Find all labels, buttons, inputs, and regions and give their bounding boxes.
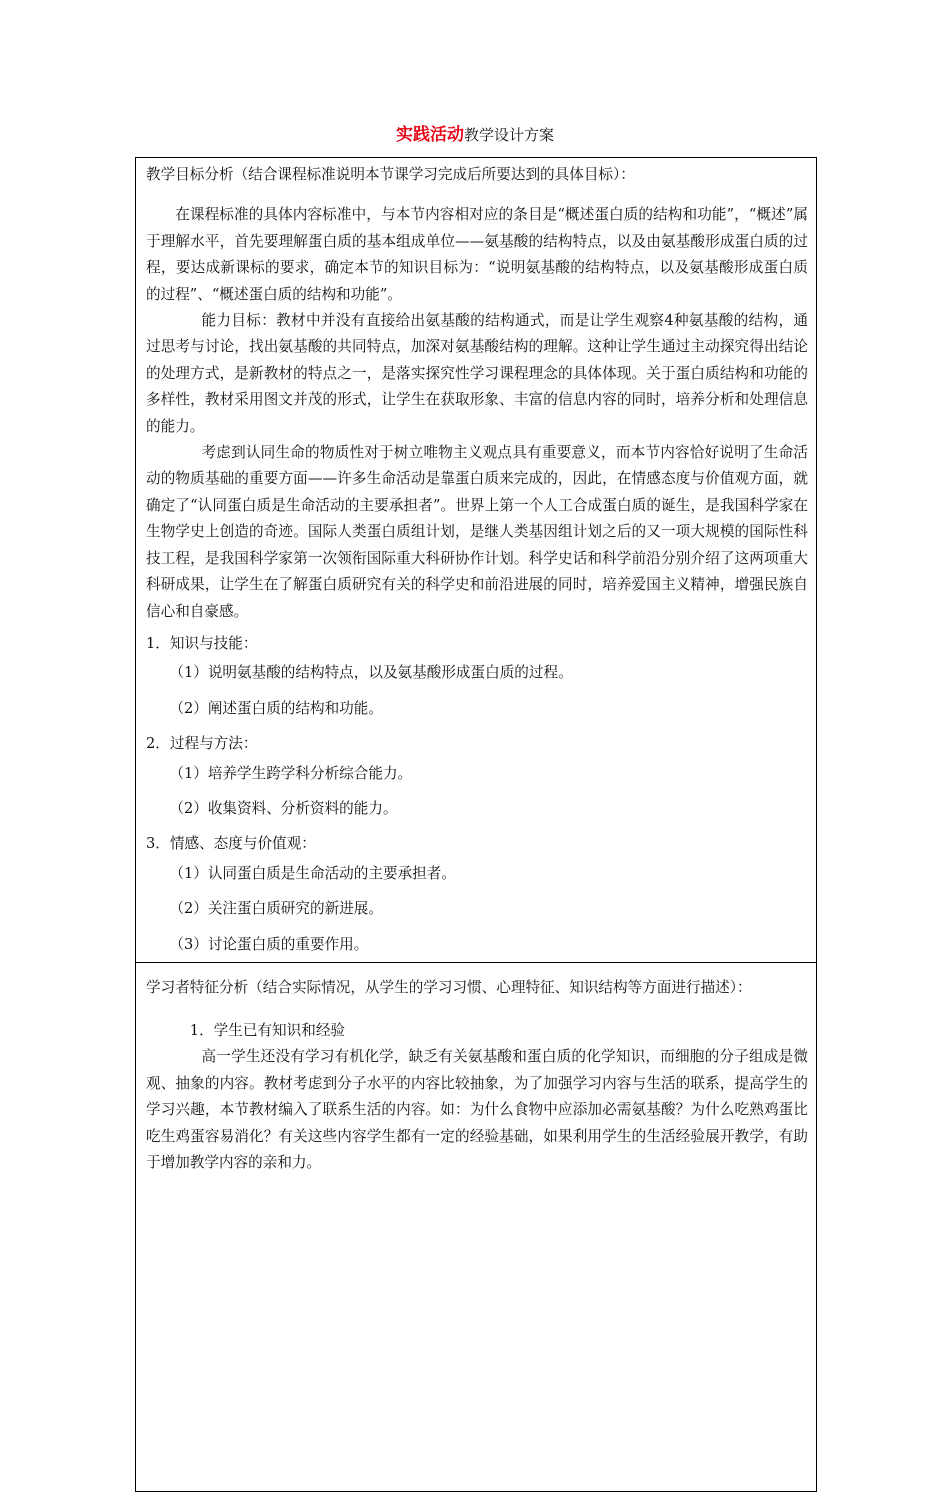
title-rest: 教学设计方案 xyxy=(463,126,554,144)
goal-heading-attitude: 3．情感、态度与价值观： xyxy=(146,835,316,853)
goal-item: （2）阐述蛋白质的结构和功能。 xyxy=(169,699,383,717)
goal-item: （2）收集资料、分析资料的能力。 xyxy=(169,799,398,817)
objectives-paragraph-2: 能力目标：教材中并没有直接给出氨基酸的结构通式，而是让学生观察4种氨基酸的结构，通过思考与讨论，找出氨基酸的共同特点，加深对氨基酸结构的理解。这种让学生通过主动探究得出结论的处理方式，是新教材的特点之一，是落实探究性学习课程理念的具体体现。关于蛋白质结构和功能的多样性，教材采用图文并茂的形式，让学生在获取形象、丰富的信息内容的同时，培养分析和处理信息的能力。 xyxy=(146,312,808,435)
objectives-paragraph-1: 在课程标准的具体内容标准中，与本节内容相对应的条目是“概述蛋白质的结构和功能”，“概述”属于理解水平，首先要理解蛋白质的基本组成单位——氨基酸的结构特点，以及由氨基酸形成蛋白质的过程，要达成新课标的要求，确定本节的知识目标为：“说明氨基酸的结构特点，以及氨基酸形成蛋白质的过程”、“概述蛋白质的结构和功能”。 xyxy=(146,206,808,303)
design-table xyxy=(135,157,817,1492)
learner-subheading: 1．学生已有知识和经验 xyxy=(189,1021,346,1039)
objectives-paragraph-3: 考虑到认同生命的物质性对于树立唯物主义观点具有重要意义，而本节内容恰好说明了生命活动的物质基础的重要方面——许多生命活动是靠蛋白质来完成的，因此，在情感态度与价值观方面，就确定了“认同蛋白质是生命活动的主要承担者”。世界上第一个人工合成蛋白质的诞生，是我国科学家在生物学史上创造的奇迹。国际人类蛋白质组计划，是继人类基因组计划之后的又一项大规模的国际性科技工程，是我国科学家第一次领衔国际重大科研协作计划。科学史话和科学前沿分别介绍了这两项重大科研成果，让学生在了解蛋白质研究有关的科学史和前沿进展的同时，培养爱国主义精神，增强民族自信心和自豪感。 xyxy=(146,444,808,620)
goal-item: （1）说明氨基酸的结构特点，以及氨基酸形成蛋白质的过程。 xyxy=(169,664,573,682)
title-highlight: 实践活动 xyxy=(395,125,464,145)
goal-item: （1）认同蛋白质是生命活动的主要承担者。 xyxy=(169,864,456,882)
objectives-header: 教学目标分析（结合课程标准说明本节课学习完成后所要达到的具体目标）： xyxy=(146,166,635,183)
learner-cell xyxy=(136,962,817,1491)
goal-item: （3）讨论蛋白质的重要作用。 xyxy=(169,935,369,953)
goal-item: （1）培养学生跨学科分析综合能力。 xyxy=(169,764,413,782)
objectives-cell xyxy=(136,158,817,963)
learner-header: 学习者特征分析（结合实际情况，从学生的学习习惯、心理特征、知识结构等方面进行描述）： xyxy=(146,978,752,996)
goal-heading-knowledge: 1．知识与技能： xyxy=(146,634,258,652)
goal-item: （2）关注蛋白质研究的新进展。 xyxy=(169,900,383,918)
learner-paragraph: 高一学生还没有学习有机化学，缺乏有关氨基酸和蛋白质的化学知识，而细胞的分子组成是微观、抽象的内容。教材考虑到分子水平的内容比较抽象，为了加强学习内容与生活的联系，提高学生的学习兴趣，本节教材编入了联系生活的内容。如：为什么食物中应添加必需氨基酸？为什么吃熟鸡蛋比吃生鸡蛋容易消化？有关这些内容学生都有一定的经验基础，如果利用学生的生活经验展开教学，有助于增加教学内容的亲和力。 xyxy=(146,1048,808,1171)
goal-heading-process: 2．过程与方法： xyxy=(146,735,258,753)
page-title xyxy=(0,124,950,146)
objectives-row xyxy=(136,158,817,963)
learner-row xyxy=(136,962,817,1491)
